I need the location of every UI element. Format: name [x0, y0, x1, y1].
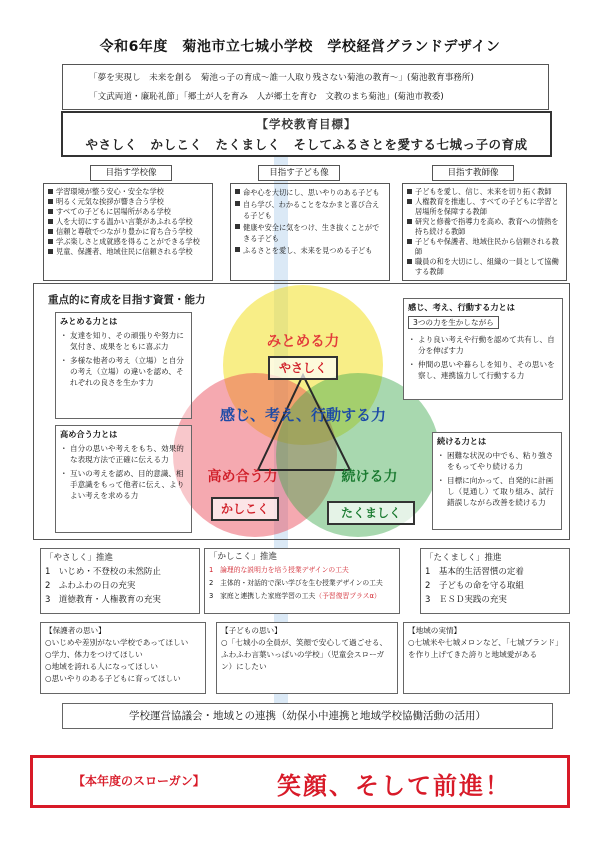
list-item: すべての子どもに居場所がある学校: [48, 207, 208, 217]
thoughts-heading: 【子どもの思い】: [221, 626, 282, 635]
school-image-header: 目指す学校像: [90, 165, 172, 181]
list-item: 2 主体的・対話的で深い学びを生む授業デザインの工夫: [209, 579, 383, 587]
kashikoku-promo: [204, 548, 400, 614]
list-item: 研究と修養で指導力を高め、教育への情熱を持ち続ける教師: [407, 217, 562, 237]
school-goal-text: やさしく かしこく たくましく そしてふるさとを愛する七城っ子の育成: [85, 137, 528, 152]
list-item: ・ 互いの考えを認め、目的意識、相手意識をもって他者に伝え、よりよい考えを求める力: [60, 468, 187, 501]
list-item: ・ 自分の思いや考えをもち、効果的な表現方法で正確に伝える力: [60, 443, 187, 465]
red-circle-label: 高め合う力: [207, 469, 278, 485]
promo-heading: 「たくましく」推進: [425, 553, 502, 563]
list-item: ・ 友達を知り、その頑張りや努力に気付き、成果をともに喜ぶ力: [60, 330, 187, 352]
list-item: 自ら学び、わかることをなかまと喜び合える子ども: [235, 199, 385, 222]
green-circle-label: 続ける力: [341, 469, 398, 485]
list-item: ・ 仲間の思いや暮らしを知り、その思いを察し、連携協力して行動する力: [408, 359, 558, 381]
slogan-text: 笑顔、そして前進！: [277, 772, 511, 800]
list-item: 3 道徳教育・人権教育の充実: [45, 595, 161, 605]
list-item: ふるさとを愛し、未来を見つめる子ども: [235, 245, 385, 257]
thoughts-heading: 【保護者の思い】: [45, 626, 106, 635]
page-title: 令和6年度 菊池市立七城小学校 学校経営グランドデザイン: [99, 39, 501, 55]
child-image-header: 目指す子ども像: [258, 165, 340, 181]
list-item: ・ より良い考えや行動を認めて共有し、自分を伸ばす力: [408, 334, 558, 356]
takameau-box: [55, 425, 192, 533]
list-item: 子どもを愛し、信じ、未来を切り拓く教師: [407, 187, 562, 197]
takumashiku-promo: [420, 548, 570, 614]
policy-line-2: 「文武両道・廉恥礼節」「郷土が人を育み 人が郷土を育む 文教のまち菊池」(菊池市教委): [89, 92, 444, 102]
promo-heading: 「やさしく」推進: [45, 553, 114, 563]
list-item: 3 ＥＳＤ実践の充実: [425, 595, 507, 605]
list-item: 3 家庭と連携した家庭学習の工夫（予習復習プラスα）: [209, 592, 381, 600]
list-item: 児童、保護者、地域住民に信頼される学校: [48, 247, 208, 257]
list-item: 健康や安全に気をつけ、生き抜くことができる子ども: [235, 222, 385, 245]
takumashiku-tag: たくましく: [327, 501, 415, 525]
list-item: 1 基本的生活習慣の定着: [425, 567, 524, 577]
takameau-title: 高め合う力とは: [60, 429, 118, 439]
yellow-circle-label: みとめる力: [266, 334, 340, 350]
list-item: 2 子どもの命を守る取組: [425, 581, 524, 591]
matomeru-box: [55, 312, 192, 419]
list-item: 2 ふわふわの日の充実: [45, 581, 136, 591]
community-thoughts: [403, 622, 570, 694]
center-label: 感じ、考え、行動する力: [220, 406, 386, 424]
slogan-label: 【本年度のスローガン】: [73, 774, 205, 788]
list-item: 人権教育を推進し、すべての子どもに学習と居場所を保障する教師: [407, 197, 562, 217]
yasashiku-tag: やさしく: [268, 356, 338, 380]
promo-heading: 「かしこく」推進: [209, 552, 278, 562]
list-item: ○「七城小の全員が、笑顔で安心して過ごせる、ふわふわ言葉いっぱいの学校」（児童会スローガン）にしたい: [221, 638, 388, 671]
parents-thoughts: [40, 622, 206, 694]
list-item: ・ 目標に向かって、自発的に計画し（見通し）て取り組み、試行錯誤しながら改善を続ける力: [437, 475, 557, 508]
list-item: 1 いじめ・不登校の未然防止: [45, 567, 161, 577]
list-item: ○思いやりのある子どもに育ってほしい: [45, 674, 181, 683]
list-item: ・ 困難な状況の中でも、粘り強さをもってやり続ける力: [437, 450, 557, 472]
list-item: ○学力、体力をつけてほしい: [45, 650, 143, 659]
kanjiru-title: 感じ、考え、行動する力とは: [408, 302, 515, 312]
tsuzukeru-title: 続ける力とは: [437, 436, 487, 446]
thoughts-heading: 【地域の実情】: [408, 626, 462, 635]
qualities-heading: 重点的に育成を目指す資質・能力: [48, 294, 206, 306]
list-item: 命や心を大切にし、思いやりのある子ども: [235, 187, 385, 199]
school-goal-heading: 【学校教育目標】: [256, 117, 357, 131]
list-item: 1 論理的な説明力を培う授業デザインの工夫: [209, 566, 349, 574]
kanjiru-box: [403, 298, 563, 400]
children-thoughts: [216, 622, 398, 694]
list-item: ・ 多様な他者の考え（立場）と自分の考え（立場）の違いを認め、それぞれの良さを生かす力: [60, 355, 187, 388]
list-item: 学ぶ楽しさと成就感を得ることができる学校: [48, 237, 208, 247]
yasashiku-promo: [40, 548, 200, 614]
list-item: 明るく元気な挨拶が響き合う学校: [48, 197, 208, 207]
tsuzukeru-box: [432, 432, 562, 530]
kashikoku-tag: かしこく: [211, 497, 279, 521]
matomeru-title: みとめる力とは: [60, 316, 118, 326]
list-item: 信頼と尊敬でつながり豊かに育ち合う学校: [48, 227, 208, 237]
list-item: ○いじめや差別がない学校であってほしい: [45, 638, 189, 647]
policy-line-1: 「夢を実現し 未来を創る 菊池っ子の育成～誰一人取り残さない菊池の教育～」(菊池教育事務所): [89, 73, 474, 83]
list-item: 学習環境が整う安心・安全な学校: [48, 187, 208, 197]
list-item: ○地域を誇れる人になってほしい: [45, 662, 158, 671]
list-item: 子どもや保護者、地域住民から信頼される教師: [407, 237, 562, 257]
slogan-box: [30, 755, 570, 808]
kanjiru-subtitle: 3つの力を生かしながら: [408, 316, 499, 329]
teacher-image-header: 目指す教師像: [432, 165, 514, 181]
community-collaboration-bar: 学校運営協議会・地域との連携（幼保小中連携と地域学校協働活動の活用）: [62, 703, 553, 729]
list-item: 職員の和を大切にし、組織の一員として協働する教師: [407, 257, 562, 277]
list-item: 人を大切にする温かい言葉があふれる学校: [48, 217, 208, 227]
list-item: ○七城米や七城メロンなど、「七城ブランド」を作り上げてきた誇りと地域愛がある: [408, 638, 563, 659]
